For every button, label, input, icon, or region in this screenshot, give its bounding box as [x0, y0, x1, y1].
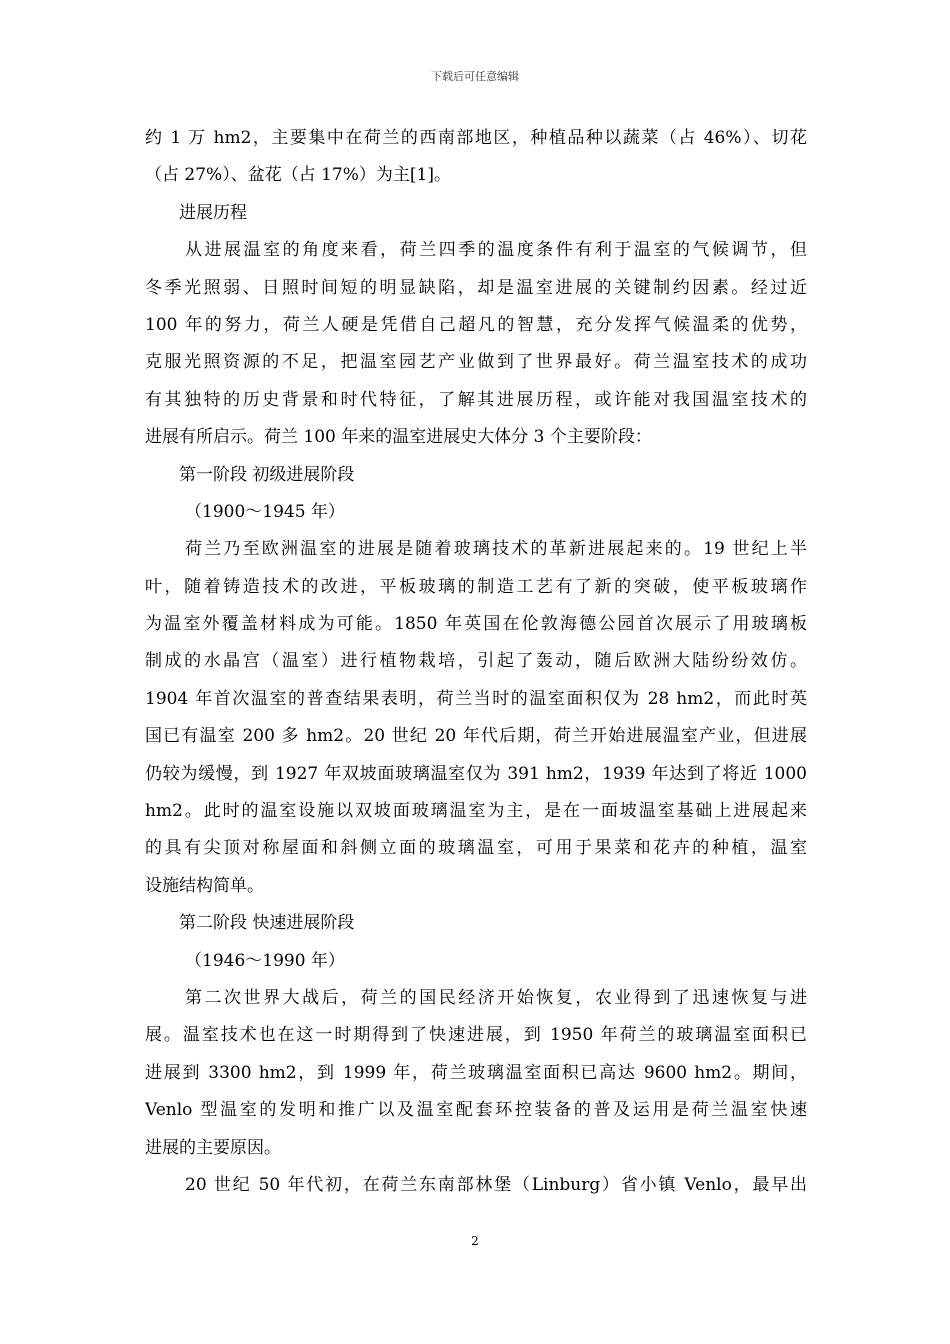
- text-line: （占 27%）、盆花（占 17%）为主[1]。: [145, 165, 451, 186]
- text-line: 进展到 3300 hm2，到 1999 年，荷兰玻璃温室面积已高达 9600 hm2。期间，: [145, 1062, 807, 1083]
- text-line: 1904 年首次温室的普查结果表明，荷兰当时的温室面积仅为 28 hm2，而此时英: [145, 688, 807, 709]
- text-line: 约 1 万 hm2，主要集中在荷兰的西南部地区，种植品种以蔬菜（占 46%）、切花: [145, 128, 807, 148]
- stage-period: （1946～1990 年）: [185, 950, 345, 971]
- text-line: 为温室外覆盖材料成为可能。1850 年英国在伦敦海德公园首次展示了用玻璃板: [145, 614, 807, 635]
- page-header: 下载后可任意编辑: [431, 70, 519, 83]
- text-line: 制成的水晶宫（温室）进行植物栽培，引起了轰动，随后欧洲大陆纷纷效仿。: [145, 651, 807, 672]
- text-line: 从进展温室的角度来看，荷兰四季的温度条件有利于温室的气候调节，但: [185, 240, 807, 261]
- text-line: 的具有尖顶对称屋面和斜侧立面的玻璃温室，可用于果菜和花卉的种植，温室: [145, 838, 807, 859]
- text-line: 设施结构简单。: [145, 875, 264, 896]
- body-text: [145, 120, 807, 1204]
- text-line: Venlo 型温室的发明和推广以及温室配套环控装备的普及运用是荷兰温室快速: [145, 1100, 807, 1121]
- stage-period: （1900～1945 年）: [185, 501, 345, 522]
- text-line: 第二次世界大战后，荷兰的国民经济开始恢复，农业得到了迅速恢复与进: [185, 987, 807, 1008]
- section-heading: 进展历程: [179, 202, 247, 223]
- stage-heading: 第二阶段 快速进展阶段: [179, 913, 355, 934]
- text-line: hm2。此时的温室设施以双坡面玻璃温室为主，是在一面坡温室基础上进展起来: [145, 801, 807, 822]
- text-line: 国已有温室 200 多 hm2。20 世纪 20 年代后期，荷兰开始进展温室产业，但进展: [145, 726, 807, 747]
- text-line: 克服光照资源的不足，把温室园艺产业做到了世界最好。荷兰温室技术的成功: [145, 352, 807, 373]
- stage-heading: 第一阶段 初级进展阶段: [179, 464, 355, 485]
- text-line: 仍较为缓慢，到 1927 年双坡面玻璃温室仅为 391 hm2，1939 年达到了将近 1000: [145, 763, 807, 784]
- text-line: 100 年的努力，荷兰人硬是凭借自己超凡的智慧，充分发挥气候温柔的优势，: [145, 314, 807, 335]
- text-line: 进展有所启示。荷兰 100 年来的温室进展史大体分 3 个主要阶段：: [145, 427, 652, 448]
- text-line: 有其独特的历史背景和时代特征，了解其进展历程，或许能对我国温室技术的: [145, 389, 807, 410]
- text-line: 荷兰乃至欧洲温室的进展是随着玻璃技术的革新进展起来的。19 世纪上半: [185, 539, 807, 560]
- text-line: 进展的主要原因。: [145, 1137, 281, 1158]
- text-line: 展。温室技术也在这一时期得到了快速进展，到 1950 年荷兰的玻璃温室面积已: [145, 1025, 807, 1046]
- text-line: 20 世纪 50 年代初，在荷兰东南部林堡（Linburg）省小镇 Venlo，最早出: [185, 1174, 807, 1195]
- page-number: 2: [471, 1234, 479, 1248]
- text-line: 冬季光照弱、日照时间短的明显缺陷，却是温室进展的关键制约因素。经过近: [145, 277, 807, 298]
- text-line: 叶，随着铸造技术的改进，平板玻璃的制造工艺有了新的突破，使平板玻璃作: [145, 576, 807, 597]
